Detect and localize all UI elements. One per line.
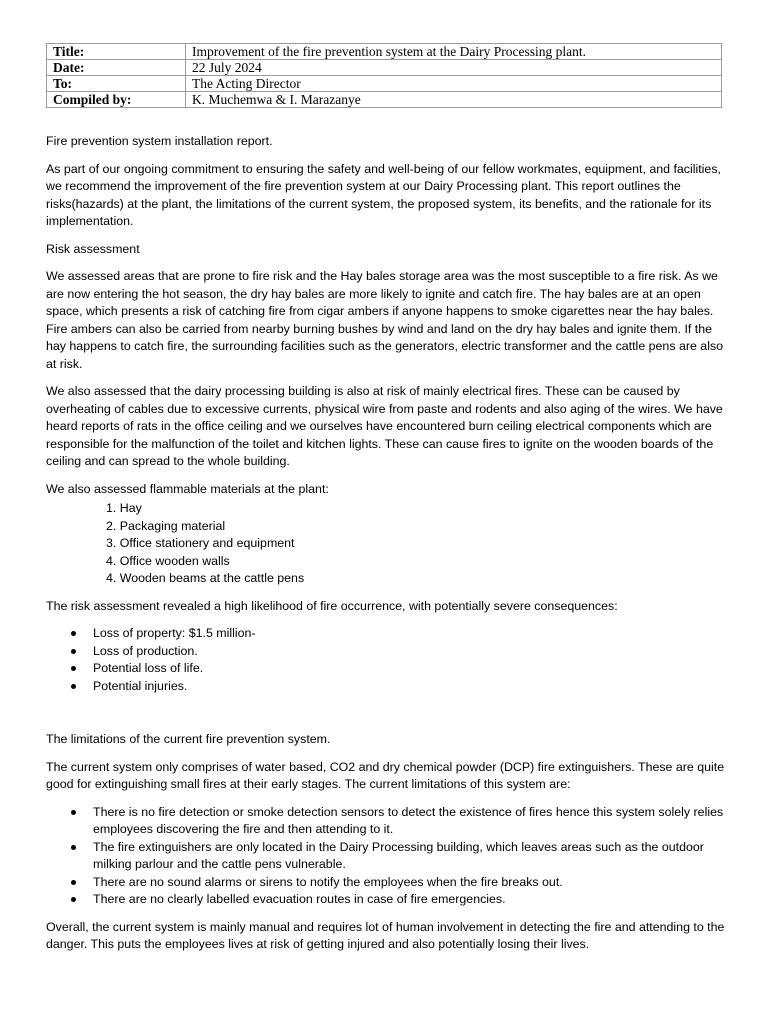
list-item: Loss of property: $1.5 million-: [93, 625, 726, 643]
limitations-heading: The limitations of the current fire prevention system.: [46, 732, 331, 746]
header-row-date: [47, 60, 722, 76]
list-item: There are no sound alarms or sirens to notify the employees when the fire breaks out.: [93, 874, 726, 892]
intro-paragraph: As part of our ongoing commitment to ensuring the safety and well-being of our fellow workmates, equipment, and facilities, we recommend the improvement of the fire prevention system at our Dairy Processing plant. This report outlines the risks(hazards) at the plant, the limitations of the current system, the proposed system, its benefits, and the rationale for its implementation.: [46, 161, 721, 228]
list-item: 1. Hay: [106, 501, 142, 515]
limitations-intro: The current system only comprises of water based, CO2 and dry chemical powder (DCP) fire extinguishers. These are quite good for extinguishing small fires at their early stages. The current limitations of this system are:: [46, 759, 725, 791]
header-value: The Acting Director: [186, 76, 722, 92]
list-item: Loss of production.: [93, 643, 726, 661]
header-label: Compiled by:: [47, 92, 186, 108]
header-label: To:: [47, 76, 186, 92]
header-row-compiled-by: [47, 92, 722, 108]
limitations-list: [46, 804, 726, 909]
list-item: 2. Packaging material: [106, 518, 226, 533]
header-row-to: [47, 76, 722, 92]
consequences-list: [46, 625, 726, 695]
header-label: Title:: [47, 44, 186, 60]
list-item: 3. Office stationery and equipment: [106, 536, 295, 550]
list-item: There are no clearly labelled evacuation routes in case of fire emergencies.: [93, 891, 726, 909]
risk-assessment-heading: Risk assessment: [46, 241, 140, 256]
consequence-intro: The risk assessment revealed a high likelihood of fire occurrence, with potentially severe consequences:: [46, 598, 618, 613]
list-item: Potential loss of life.: [93, 660, 726, 678]
flammable-materials-list: [46, 500, 726, 588]
report-heading: Fire prevention system installation report.: [46, 134, 273, 148]
header-row-title: [47, 44, 722, 60]
header-value: 22 July 2024: [186, 60, 722, 76]
list-item: 4. Wooden beams at the cattle pens: [106, 571, 305, 585]
header-value: Improvement of the fire prevention system at the Dairy Processing plant.: [186, 44, 722, 60]
list-item: Potential injuries.: [93, 678, 726, 696]
list-item: There is no fire detection or smoke detection sensors to detect the existence of fires hence this system solely relies employees discovering the fire and then attending to it.: [93, 804, 726, 839]
header-value: K. Muchemwa & I. Marazanye: [186, 92, 722, 108]
spacer: [46, 705, 726, 731]
conclusion-paragraph: Overall, the current system is mainly manual and requires lot of human involvement in detecting the fire and attending to the danger. This puts the employees lives at risk of getting injured and also potentially losing their lives.: [46, 919, 725, 951]
risk-paragraph-electrical: We also assessed that the dairy processing building is also at risk of mainly electrical fires. These can be caused by overheating of cables due to excessive currents, physical wire from paste and rodents and also aging of the wires. We have heard reports of rats in the office ceiling and we ourselves have encountered burn ceiling electrical components which are responsible for the malfunction of the toilet and kitchen lights. These can cause fires to ignite on the wooden boards of the ceiling and can spread to the whole building.: [46, 384, 723, 468]
risk-paragraph-hay: We assessed areas that are prone to fire risk and the Hay bales storage area was the most susceptible to a fire risk. As we are now entering the hot season, the dry hay bales are more likely to ignite and catch fire. The hay bales are at an open space, which presents a risk of catching fire from cigar ambers if anyone happens to smoke cigarettes near the hay bales. Fire ambers can also be carried from nearby burning bushes by wind and land on the dry hay bales and ignite them. If the hay happens to catch fire, the surrounding facilities such as the generators, electric transformer and the cattle pens are also at risk.: [46, 269, 724, 371]
report-body: [46, 133, 726, 964]
list-item: 4. Office wooden walls: [106, 553, 230, 568]
list-item: The fire extinguishers are only located in the Dairy Processing building, which leaves areas such as the outdoor milking parlour and the cattle pens vulnerable.: [93, 839, 726, 874]
header-label: Date:: [47, 60, 186, 76]
materials-intro: We also assessed flammable materials at the plant:: [46, 481, 329, 496]
report-header-table: [46, 43, 722, 108]
